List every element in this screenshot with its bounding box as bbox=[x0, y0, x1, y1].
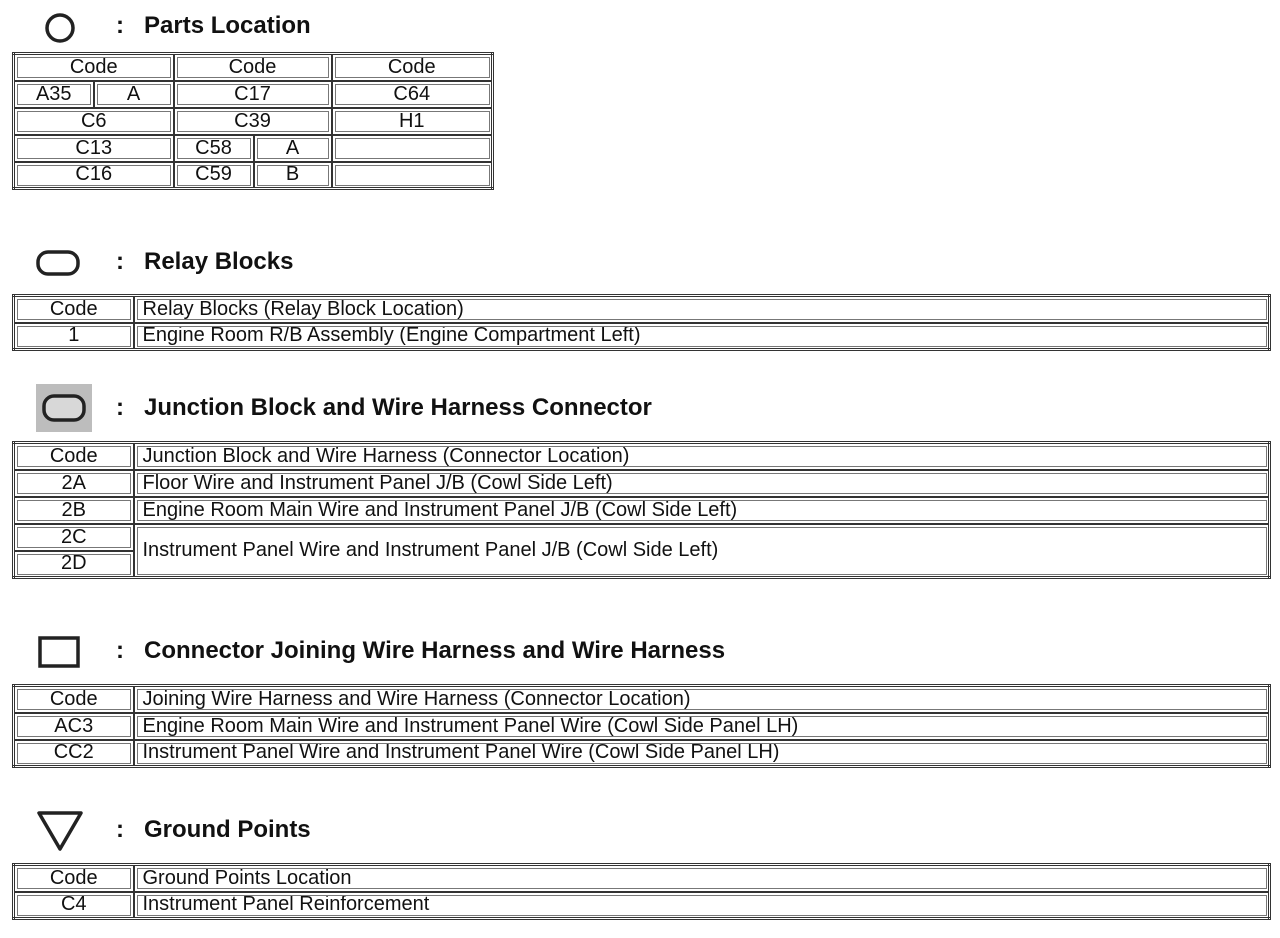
code-cell: C16 bbox=[14, 162, 174, 189]
junction-block-table bbox=[12, 441, 1271, 579]
location-cell: Instrument Panel Wire and Instrument Panel J/B (Cowl Side Left) bbox=[134, 524, 1270, 578]
table-row bbox=[14, 108, 493, 135]
code-cell: C64 bbox=[332, 81, 493, 108]
table-header-row bbox=[14, 865, 1270, 892]
code-cell: A35 bbox=[14, 81, 94, 108]
code-cell: C6 bbox=[14, 108, 174, 135]
code-cell: 2B bbox=[14, 497, 134, 524]
header-cell: Code bbox=[14, 443, 134, 470]
ground-points-table bbox=[12, 863, 1271, 920]
shaded-rounded-rect-icon bbox=[36, 384, 92, 437]
location-cell: Instrument Panel Reinforcement bbox=[134, 892, 1270, 919]
code-cell: AC3 bbox=[14, 713, 134, 740]
section-colon: : bbox=[116, 248, 124, 275]
table-header-row bbox=[14, 296, 1270, 323]
section-title: Connector Joining Wire Harness and Wire Harness bbox=[144, 637, 726, 664]
header-cell: Joining Wire Harness and Wire Harness (Connector Location) bbox=[134, 686, 1270, 713]
section-title: Junction Block and Wire Harness Connector bbox=[144, 394, 652, 421]
code-cell: 2C bbox=[14, 524, 134, 551]
table-header-row bbox=[14, 54, 493, 81]
relay-blocks-table bbox=[12, 294, 1271, 351]
table-row bbox=[14, 524, 1270, 551]
table-header-row bbox=[14, 686, 1270, 713]
table-row bbox=[14, 81, 493, 108]
code-cell bbox=[332, 162, 493, 189]
code-cell: C13 bbox=[14, 135, 174, 162]
triangle-down-icon bbox=[36, 810, 84, 857]
table-row bbox=[14, 497, 1270, 524]
location-cell: Engine Room R/B Assembly (Engine Compartment Left) bbox=[134, 323, 1270, 350]
code-cell: 2A bbox=[14, 470, 134, 497]
code-cell: C4 bbox=[14, 892, 134, 919]
location-cell: Engine Room Main Wire and Instrument Panel J/B (Cowl Side Left) bbox=[134, 497, 1270, 524]
section-colon: : bbox=[116, 637, 124, 664]
section-title: Parts Location bbox=[144, 12, 311, 39]
code-suffix-cell: A bbox=[94, 81, 174, 108]
code-cell: 1 bbox=[14, 323, 134, 350]
header-cell: Code bbox=[332, 54, 493, 81]
code-cell: C17 bbox=[174, 81, 332, 108]
header-cell: Ground Points Location bbox=[134, 865, 1270, 892]
section-colon: : bbox=[116, 816, 124, 843]
code-cell: C58 bbox=[174, 135, 254, 162]
header-cell: Code bbox=[14, 865, 134, 892]
code-cell: C39 bbox=[174, 108, 332, 135]
location-cell: Floor Wire and Instrument Panel J/B (Cowl Side Left) bbox=[134, 470, 1270, 497]
code-cell: C59 bbox=[174, 162, 254, 189]
header-cell: Code bbox=[14, 686, 134, 713]
table-row bbox=[14, 323, 1270, 350]
location-cell: Instrument Panel Wire and Instrument Panel Wire (Cowl Side Panel LH) bbox=[134, 740, 1270, 767]
header-cell: Code bbox=[174, 54, 332, 81]
code-suffix-cell: B bbox=[254, 162, 332, 189]
table-row bbox=[14, 470, 1270, 497]
header-cell: Code bbox=[14, 296, 134, 323]
table-row bbox=[14, 162, 493, 189]
section-title: Ground Points bbox=[144, 816, 311, 843]
header-cell: Relay Blocks (Relay Block Location) bbox=[134, 296, 1270, 323]
rounded-rect-icon bbox=[36, 250, 80, 281]
parts-location-table bbox=[12, 52, 494, 190]
connector-table bbox=[12, 684, 1271, 768]
code-cell: 2D bbox=[14, 551, 134, 578]
table-header-row bbox=[14, 443, 1270, 470]
header-cell: Code bbox=[14, 54, 174, 81]
code-suffix-cell: A bbox=[254, 135, 332, 162]
section-colon: : bbox=[116, 12, 124, 39]
table-row bbox=[14, 713, 1270, 740]
rectangle-icon bbox=[38, 636, 80, 673]
code-cell: CC2 bbox=[14, 740, 134, 767]
code-cell bbox=[332, 135, 493, 162]
header-cell: Junction Block and Wire Harness (Connector Location) bbox=[134, 443, 1270, 470]
location-cell: Engine Room Main Wire and Instrument Panel Wire (Cowl Side Panel LH) bbox=[134, 713, 1270, 740]
circle-icon bbox=[44, 12, 76, 49]
table-row bbox=[14, 892, 1270, 919]
table-row bbox=[14, 135, 493, 162]
table-row bbox=[14, 740, 1270, 767]
section-title: Relay Blocks bbox=[144, 248, 294, 275]
code-cell: H1 bbox=[332, 108, 493, 135]
section-colon: : bbox=[116, 394, 124, 421]
